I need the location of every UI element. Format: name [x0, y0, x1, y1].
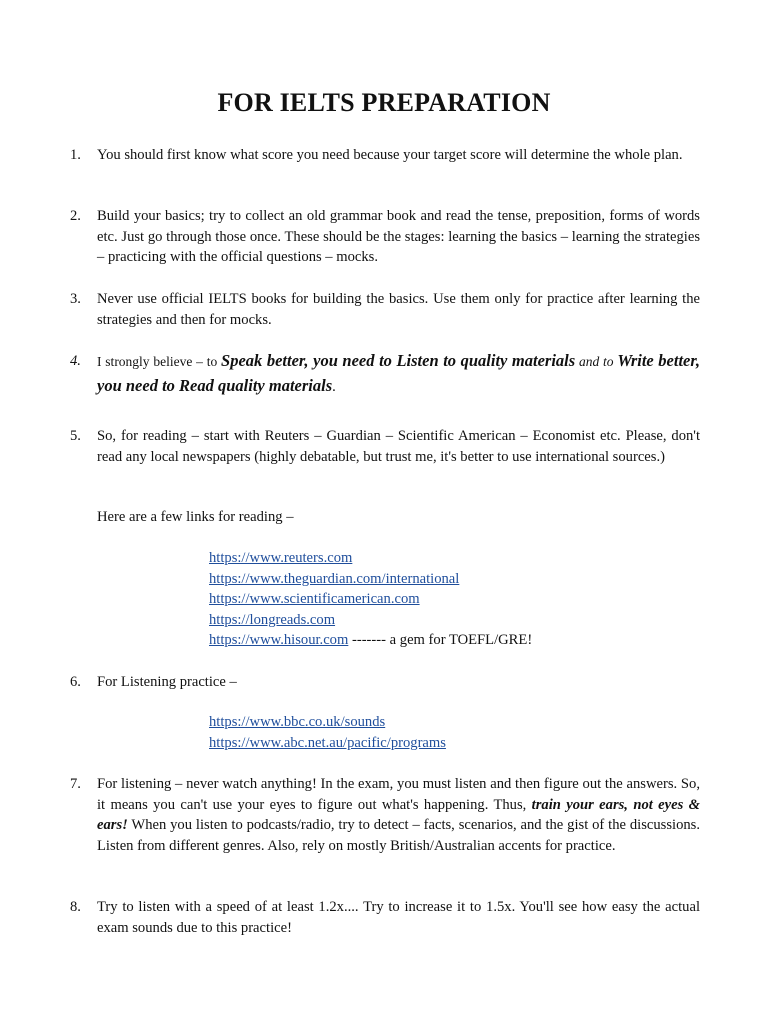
- list-item-6: [70, 672, 700, 693]
- list-item-1: [70, 145, 700, 166]
- reading-intro: Here are a few links for reading –: [97, 509, 294, 525]
- hisour-note: ------- a gem for TOEFL/GRE!: [348, 632, 533, 649]
- item-text: Never use official IELTS books for building the basics. Use them only for practice after learning the strategies and then for mocks.: [97, 291, 700, 328]
- item-text: For Listening practice –: [97, 674, 237, 690]
- emphasis-write-read: Write better, you need to Read quality materials: [97, 351, 700, 395]
- item-number: 4.: [70, 353, 81, 369]
- list-item-7: [70, 774, 700, 856]
- item-text-part: .: [332, 379, 336, 395]
- item-text: [97, 774, 700, 856]
- item-text: Try to listen with a speed of at least 1.2x.... Try to increase it to 1.5x. You'll see how easy the actual exam sounds due to this practice!: [97, 899, 700, 936]
- link-guardian[interactable]: https://www.theguardian.com/international: [209, 570, 460, 587]
- item-number: 8.: [70, 899, 81, 915]
- list-item-5: [70, 426, 700, 467]
- reading-links: [209, 548, 532, 651]
- link-scientific-american[interactable]: https://www.scientificamerican.com: [209, 591, 420, 608]
- item-text: You should first know what score you need because your target score will determine the whole plan.: [97, 147, 683, 163]
- list-item-8: [70, 897, 700, 938]
- item-text: So, for reading – start with Reuters – Guardian – Scientific American – Economist etc. Please, don't read any local newspapers (highly debatable, but trust me, it's better to use international sources.): [97, 428, 700, 465]
- page-title: FOR IELTS PREPARATION: [217, 88, 551, 117]
- list-item-4: [70, 349, 700, 399]
- item-number: 3.: [70, 291, 81, 307]
- emphasis-speak-listen: Speak better, you need to Listen to quality materials: [221, 351, 576, 370]
- item-text-part: and to: [575, 354, 618, 369]
- item-number: 6.: [70, 674, 81, 690]
- link-abc-pacific[interactable]: https://www.abc.net.au/pacific/programs: [209, 734, 446, 751]
- list-item-2: [70, 206, 700, 268]
- item-text-part: For listening – never watch anything! In the exam, you must listen and then figure out the answers. So, it means you can't use your eyes to figure out what's happening. Thus,: [97, 776, 700, 813]
- link-longreads[interactable]: https://longreads.com: [209, 611, 336, 628]
- item-number: 1.: [70, 147, 81, 163]
- emphasis-train-ears: train your ears, not eyes & ears!: [97, 796, 700, 834]
- item-text-part: When you listen to podcasts/radio, try to detect – facts, scenarios, and the gist of the discussions. Listen from different genres. Also, rely on mostly British/Australian accents for practice.: [97, 817, 700, 854]
- item-text-part: I strongly believe – to: [97, 354, 222, 369]
- link-hisour[interactable]: https://www.hisour.com: [209, 632, 349, 649]
- link-bbc-sounds[interactable]: https://www.bbc.co.uk/sounds: [209, 714, 386, 730]
- item-number: 7.: [70, 776, 81, 792]
- link-reuters[interactable]: https://www.reuters.com: [209, 550, 353, 566]
- listening-links: [209, 712, 446, 753]
- item-text: [97, 349, 700, 399]
- item-text: Build your basics; try to collect an old grammar book and read the tense, preposition, forms of words etc. Just go through those once. These should be the stages: learning the basics – learning the strategies – practicing with the official questions – mocks.: [97, 208, 700, 266]
- item-number: 2.: [70, 208, 81, 224]
- item-number: 5.: [70, 428, 81, 444]
- list-item-3: [70, 289, 700, 330]
